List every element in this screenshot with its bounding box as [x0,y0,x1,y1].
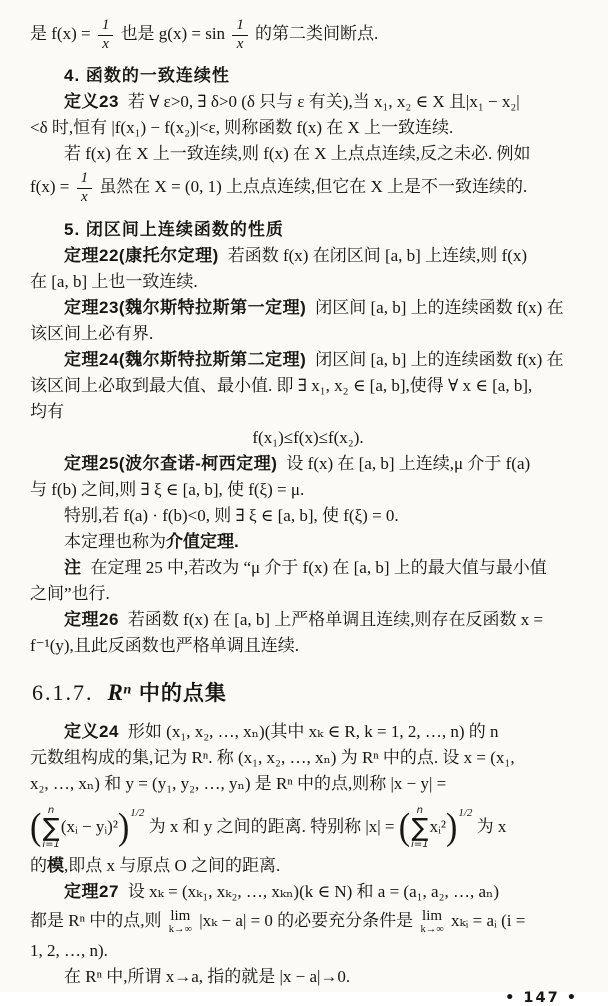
uniform-continuity-remark-line-2 [30,171,586,205]
theorem-22-line-1 [30,243,586,269]
theorem-24-display-formula: f(x₁)≤f(x)≤f(x₂). [252,427,364,447]
sigma-symbol: ∑ [411,812,429,842]
text-run: 若函数 f(x) 在闭区间 [a, b] 上连续,则 f(x) [227,245,528,265]
theorem-23-line-1 [30,295,586,321]
text-run: 的 [30,855,47,875]
limit-operator [420,909,443,936]
text-run: 为 x 和 y 之间的距离. 特别称 |x| = [144,816,399,836]
theorem-23-label: 定理23(魏尔斯特拉斯第一定理) [64,297,307,317]
big-close-paren: ) [445,806,458,848]
text-run: 闭区间 [a, b] 上的连续函数 f(x) 在 [315,297,564,317]
sum-upper-limit: n [47,804,55,816]
lim-subscript: k→∞ [168,923,192,935]
big-close-paren: ) [117,806,130,848]
sum-body: xᵢ² [429,816,446,836]
text-run: 在定理 25 中,若改为 “μ 介于 f(x) 在 [a, b] 上的最大值与最小值 [90,557,547,577]
note-line-2: 之间”也行. [30,583,110,603]
theorem-27-line-2 [30,908,586,935]
theorem-24-line-3: 均有 [30,401,64,421]
fraction-numerator: 1 [77,171,92,189]
text-run: 的第二类间断点. [250,24,379,44]
fraction-one-over-x [232,18,247,52]
theorem-22-line-2: 在 [a, b] 上也一致连续. [30,271,198,291]
fraction-numerator: 1 [98,18,113,36]
sum-body: (xᵢ − yᵢ)² [60,816,118,836]
lim-subscript: k→∞ [420,923,444,935]
big-open-paren: ( [30,806,42,848]
theorem-26-line-1 [30,607,586,633]
closing-remark-line: 在 Rⁿ 中,所谓 x→a, 指的就是 |x − a|→0. [64,967,351,987]
text-run: 也是 g(x) = sin [116,24,230,44]
theorem-26-line-2: f⁻¹(y),且此反函数也严格单调且连续. [30,635,300,655]
paragraph-second-kind-discontinuity [30,18,586,52]
theorem-23-line-2: 该区间上必有界. [30,323,154,343]
lim-word: lim [170,907,191,924]
section-number: 6.1.7. [32,679,94,705]
fraction-one-over-x [98,18,113,52]
text-run: 都是 Rⁿ 中的点,则 [30,910,166,930]
theorem-25-line-2: 与 f(b) 之间,则 ∃ ξ ∈ [a, b], 使 f(ξ) = μ. [30,479,305,499]
text-run: 若 ∀ ε>0, ∃ δ>0 (δ 只与 ε 有关),当 x₁, x₂ ∈ X 且|x₁ − x₂| [127,92,520,112]
summation-operator [42,806,60,850]
text-run: |xₖ − a| = 0 的必要充分条件是 [194,910,418,930]
definition-23-line-1 [30,89,586,115]
uniform-continuity-remark-line-1: 若 f(x) 在 X 上一致连续,则 f(x) 在 X 上点点连续,反之未必. 例如 [64,144,531,164]
theorem-26-label: 定理26 [64,609,119,629]
sum-lower-limit: i=1 [411,838,429,850]
theorem-27-line-3: 1, 2, …, n). [30,941,108,961]
fraction-denominator: x [236,35,244,52]
fraction-numerator: 1 [232,18,247,36]
definition-24-label: 定义24 [64,721,119,741]
page-number: • 147 • [505,990,578,1006]
norm-term: 模 [47,855,64,875]
fraction-denominator: x [102,35,109,52]
text-run: 设 f(x) 在 [a, b] 上连续,μ 介于 f(a) [286,453,531,473]
note-label: 注 [64,557,82,577]
section-heading-rn-point-sets [30,677,586,707]
theorem-25-special-case: 特别,若 f(a) · f(b)<0, 则 ∃ ξ ∈ [a, b], 使 f(ξ) = 0. [64,505,399,525]
definition-23-line-2: <δ 时,恒有 |f(x₁) − f(x₂)|<ε, 则称函数 f(x) 在 X 上一致连续. [30,118,454,138]
exponent-one-half: 1/2 [458,806,473,819]
intermediate-value-theorem-name: 介值定理. [166,531,239,551]
rn-symbol: Rⁿ [107,679,131,705]
definition-24-line-5 [30,853,586,879]
sum-upper-limit: n [416,804,423,816]
fraction-denominator: x [81,189,88,206]
fraction-one-over-x [77,171,92,205]
distance-norm-formula-line [30,800,586,850]
text-run: 闭区间 [a, b] 上的连续函数 f(x) 在 [315,349,564,369]
subsection-heading-uniform-continuity: 4. 函数的一致连续性 [64,66,230,86]
definition-24-line-2: 元数组构成的集,记为 Rⁿ. 称 (x₁, x₂, …, xₙ) 为 Rⁿ 中的点. 设 x = (x₁, [30,747,515,767]
exponent-one-half: 1/2 [130,806,145,819]
sigma-symbol: ∑ [42,812,60,842]
text-run: xₖᵢ = aᵢ (i = [446,910,526,930]
theorem-25-label: 定理25(波尔查诺-柯西定理) [64,453,278,473]
sum-lower-limit: i=1 [42,838,60,850]
text-run: f(x) = [30,177,74,197]
theorem-24-line-2: 该区间上必取到最大值、最小值. 即 ∃ x₁, x₂ ∈ [a, b],使得 ∀ x ∈ [a, b], [30,375,533,395]
theorem-22-label: 定理22(康托尔定理) [64,245,219,265]
theorem-24-line-1 [30,347,586,373]
text-run: 设 xₖ = (xₖ₁, xₖ₂, …, xₖₙ)(k ∈ N) 和 a = (a₁, a₂, …, aₙ) [127,881,500,901]
theorem-27-label: 定理27 [64,881,119,901]
section-title: 中的点集 [138,681,227,705]
definition-23-label: 定义23 [64,92,119,112]
lim-word: lim [422,907,443,924]
text-run: 本定理也称为 [64,531,166,551]
theorem-24-label: 定理24(魏尔斯特拉斯第二定理) [64,349,307,369]
limit-operator [169,909,192,936]
text-run: ,即点 x 与原点 O 之间的距离. [64,855,281,875]
text-run: 若函数 f(x) 在 [a, b] 上严格单调且连续,则存在反函数 x = [127,609,544,629]
definition-24-line-3: x₂, …, xₙ) 和 y = (y₁, y₂, …, yₙ) 是 Rⁿ 中的点,则称 |x − y| = [30,773,447,793]
definition-24-line-1 [30,719,586,745]
theorem-27-line-1 [30,879,586,905]
text-run: 形如 (x₁, x₂, …, xₙ)(其中 xₖ ∈ R, k = 1, 2, …, n) 的 n [127,721,499,741]
summation-operator [411,806,429,850]
subsection-heading-closed-interval-properties: 5. 闭区间上连续函数的性质 [64,219,284,239]
big-open-paren: ( [398,806,411,848]
text-run: 是 f(x) = [30,24,95,44]
text-run: 为 x [472,816,507,836]
theorem-25-line-1 [30,451,586,477]
note-line-1 [30,555,586,581]
text-run: 虽然在 X = (0, 1) 上点点连续,但它在 X 上是不一致连续的. [95,177,528,197]
intermediate-value-alias-line [30,529,586,555]
